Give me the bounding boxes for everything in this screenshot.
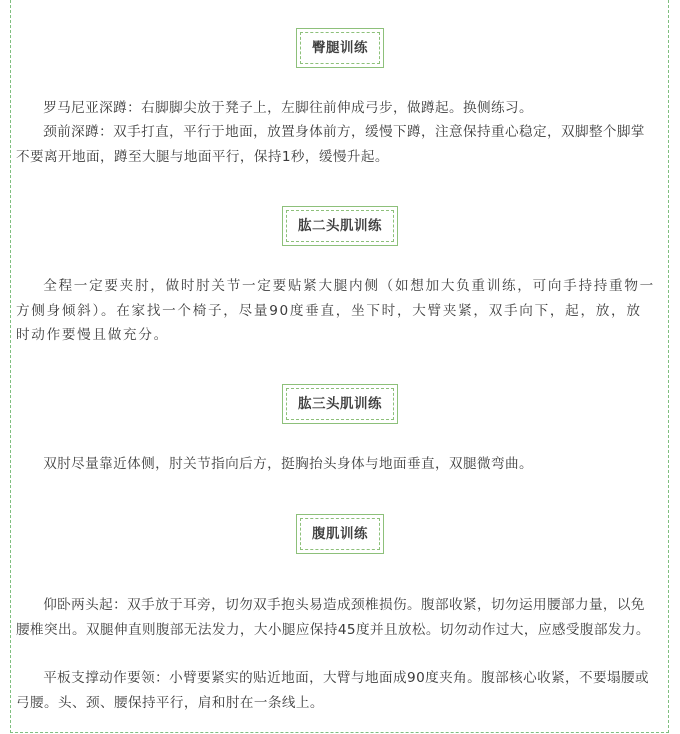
section-title: 肱三头肌训练 — [286, 388, 394, 420]
paragraph-front-squat: 颈前深蹲：双手打直，平行于地面，放置身体前方，缓慢下蹲，注意保持重心稳定，双脚整个脚掌不要离开地面，蹲至大腿与地面平行，保持1秒，缓慢升起。 — [16, 124, 645, 165]
paragraph-biceps: 全程一定要夹肘，做时肘关节一定要贴紧大腿内侧（如想加大负重训练，可向手持持重物一方侧身倾斜）。在家找一个椅子，尽量90度垂直，坐下时，大臂夹紧，双手向下，起，放，放时动作要慢且做充分。 — [16, 278, 655, 343]
section-title-badge — [296, 514, 384, 554]
section-title-badge — [296, 28, 384, 68]
paragraph-triceps: 双肘尽量靠近体侧，肘关节指向后方，挺胸抬头身体与地面垂直，双腿微弯曲。 — [43, 456, 533, 472]
section-title-badge — [282, 206, 398, 246]
section-title: 臀腿训练 — [300, 32, 380, 64]
paragraph-romanian-squat: 罗马尼亚深蹲：右脚脚尖放于凳子上，左脚往前伸成弓步，做蹲起。换侧练习。 — [43, 100, 533, 116]
section-title: 腹肌训练 — [300, 518, 380, 550]
section-title-badge — [282, 384, 398, 424]
section-title: 肱二头肌训练 — [286, 210, 394, 242]
paragraph-plank: 平板支撑动作要领：小臂要紧实的贴近地面，大臂与地面成90度夹角。腹部核心收紧，不要塌腰或弓腰。头、颈、腰保持平行，肩和肘在一条线上。 — [16, 670, 650, 711]
paragraph-crunch: 仰卧两头起：双手放于耳旁，切勿双手抱头易造成颈椎损伤。腹部收紧，切勿运用腰部力量，以免腰椎突出。双腿伸直则腹部无法发力，大小腿应保持45度并且放松。切勿动作过大，应感受腹部发力。 — [16, 597, 650, 638]
